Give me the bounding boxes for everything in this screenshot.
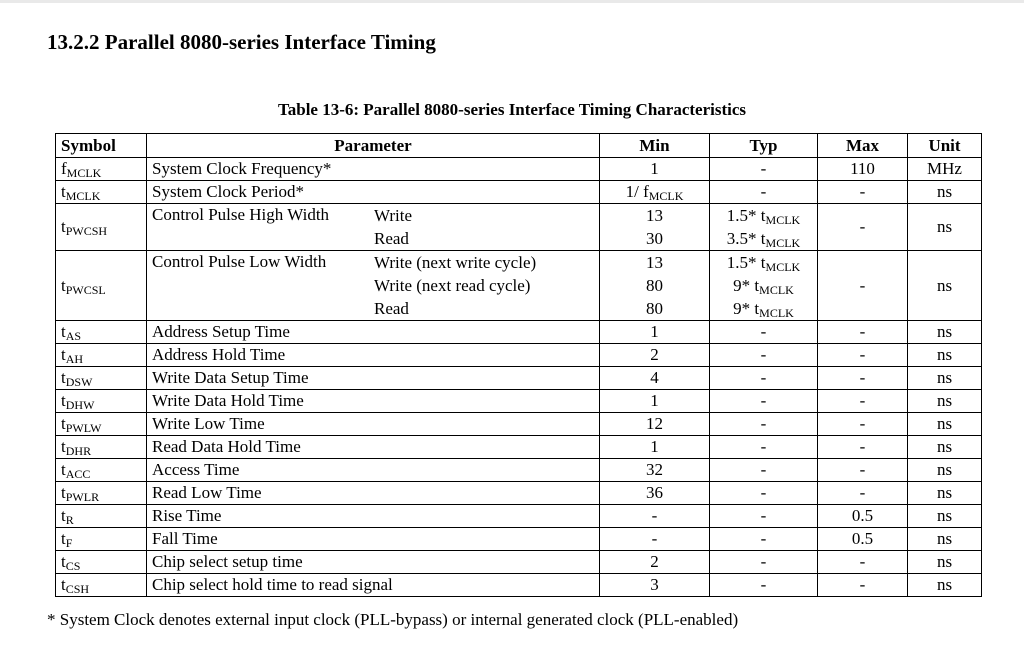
symbol-cell: $t_{PWLW}$ bbox=[56, 413, 147, 436]
header-parameter: Parameter bbox=[147, 134, 600, 158]
parameter-cell: Read Low Time bbox=[147, 482, 600, 505]
typ-cell: - bbox=[710, 321, 818, 344]
parameter-cell: Fall Time bbox=[147, 528, 600, 551]
max-cell: 0.5 bbox=[818, 528, 908, 551]
unit-cell: ns bbox=[908, 551, 982, 574]
typ-cell: - bbox=[710, 528, 818, 551]
min-cell: 2 bbox=[600, 551, 710, 574]
header-min: Min bbox=[600, 134, 710, 158]
timing-table bbox=[55, 133, 982, 597]
max-cell: - bbox=[818, 574, 908, 597]
table-row bbox=[56, 204, 982, 251]
symbol-cell: $f_{MCLK}$ bbox=[56, 158, 147, 181]
min-cell: 2 bbox=[600, 344, 710, 367]
max-cell: - bbox=[818, 551, 908, 574]
symbol-cell: $t_{AH}$ bbox=[56, 344, 147, 367]
symbol-cell: $t_{ACC}$ bbox=[56, 459, 147, 482]
typ-cell: - bbox=[710, 482, 818, 505]
table-row bbox=[56, 551, 982, 574]
unit-cell: ns bbox=[908, 482, 982, 505]
parameter-cell: System Clock Period* bbox=[147, 181, 600, 204]
min-cell: 1 bbox=[600, 390, 710, 413]
symbol-cell: $t_{DHR}$ bbox=[56, 436, 147, 459]
parameter-cell: Write Data Hold Time bbox=[147, 390, 600, 413]
max-cell: - bbox=[818, 204, 908, 251]
unit-cell: ns bbox=[908, 367, 982, 390]
max-cell: - bbox=[818, 459, 908, 482]
symbol-cell: $t_{DHW}$ bbox=[56, 390, 147, 413]
min-cell: 32 bbox=[600, 459, 710, 482]
min-cell: 13 30 bbox=[600, 204, 710, 251]
max-cell: - bbox=[818, 181, 908, 204]
unit-cell: ns bbox=[908, 321, 982, 344]
table-row bbox=[56, 251, 982, 321]
parameter-cell: Address Hold Time bbox=[147, 344, 600, 367]
table-row bbox=[56, 344, 982, 367]
header-max: Max bbox=[818, 134, 908, 158]
typ-cell: - bbox=[710, 344, 818, 367]
min-cell: 1 bbox=[600, 158, 710, 181]
typ-cell: - bbox=[710, 574, 818, 597]
table-row bbox=[56, 528, 982, 551]
max-cell: - bbox=[818, 413, 908, 436]
typ-cell: - bbox=[710, 390, 818, 413]
parameter-cell: Read Data Hold Time bbox=[147, 436, 600, 459]
unit-cell: MHz bbox=[908, 158, 982, 181]
parameter-cell: Chip select hold time to read signal bbox=[147, 574, 600, 597]
table-row bbox=[56, 436, 982, 459]
min-cell: 1 bbox=[600, 436, 710, 459]
min-cell: 12 bbox=[600, 413, 710, 436]
min-cell: - bbox=[600, 505, 710, 528]
symbol-cell: $t_{CS}$ bbox=[56, 551, 147, 574]
min-cell: 36 bbox=[600, 482, 710, 505]
unit-cell: ns bbox=[908, 344, 982, 367]
table-row bbox=[56, 574, 982, 597]
typ-cell: - bbox=[710, 181, 818, 204]
symbol-cell: $t_{PWCSL}$ bbox=[56, 251, 147, 321]
parameter-cell: Write Data Setup Time bbox=[147, 367, 600, 390]
unit-cell: ns bbox=[908, 459, 982, 482]
unit-cell: ns bbox=[908, 574, 982, 597]
unit-cell: ns bbox=[908, 413, 982, 436]
table-row bbox=[56, 459, 982, 482]
table-caption: Table 13-6: Parallel 8080-series Interface Timing Characteristics bbox=[277, 100, 747, 119]
parameter-cell: Chip select setup time bbox=[147, 551, 600, 574]
min-cell: 1/ $f_{MCLK}$ bbox=[600, 181, 710, 204]
typ-cell: - bbox=[710, 505, 818, 528]
top-divider bbox=[0, 0, 1024, 3]
unit-cell: ns bbox=[908, 505, 982, 528]
max-cell: - bbox=[818, 482, 908, 505]
table-row bbox=[56, 390, 982, 413]
min-cell: - bbox=[600, 528, 710, 551]
unit-cell: ns bbox=[908, 436, 982, 459]
symbol-cell: $t_{CSH}$ bbox=[56, 574, 147, 597]
symbol-cell: $t_R$ bbox=[56, 505, 147, 528]
symbol-cell: $t_{PWLR}$ bbox=[56, 482, 147, 505]
parameter-cell: Control Pulse Low Width Write (next write cycle) Write (next read cycle) Read bbox=[147, 251, 600, 321]
parameter-cell: Rise Time bbox=[147, 505, 600, 528]
typ-cell: - bbox=[710, 459, 818, 482]
table-row bbox=[56, 158, 982, 181]
max-cell: 0.5 bbox=[818, 505, 908, 528]
header-symbol: Symbol bbox=[56, 134, 147, 158]
typ-cell: - bbox=[710, 367, 818, 390]
table-row bbox=[56, 181, 982, 204]
parameter-cell: Address Setup Time bbox=[147, 321, 600, 344]
max-cell: - bbox=[818, 321, 908, 344]
max-cell: - bbox=[818, 390, 908, 413]
unit-cell: ns bbox=[908, 181, 982, 204]
typ-cell: 1.5* $t_{MCLK}$ 3.5* $t_{MCLK}$ bbox=[710, 204, 818, 251]
table-row bbox=[56, 367, 982, 390]
max-cell: - bbox=[818, 436, 908, 459]
table-row bbox=[56, 482, 982, 505]
typ-cell: - bbox=[710, 551, 818, 574]
max-cell: - bbox=[818, 367, 908, 390]
parameter-cell: Write Low Time bbox=[147, 413, 600, 436]
min-cell: 1 bbox=[600, 321, 710, 344]
min-cell: 3 bbox=[600, 574, 710, 597]
symbol-cell: $t_{PWCSH}$ bbox=[56, 204, 147, 251]
header-unit: Unit bbox=[908, 134, 982, 158]
parameter-cell: System Clock Frequency* bbox=[147, 158, 600, 181]
footnote: * System Clock denotes external input clock (PLL-bypass) or internal generated clock (PLL-enabled) bbox=[47, 610, 739, 629]
parameter-cell: Access Time bbox=[147, 459, 600, 482]
min-cell: 13 80 80 bbox=[600, 251, 710, 321]
table-row bbox=[56, 505, 982, 528]
section-heading: 13.2.2 Parallel 8080-series Interface Timing bbox=[47, 30, 436, 54]
table-row bbox=[56, 321, 982, 344]
parameter-cell: Control Pulse High Width Write Read bbox=[147, 204, 600, 251]
symbol-cell: $t_{AS}$ bbox=[56, 321, 147, 344]
unit-cell: ns bbox=[908, 390, 982, 413]
max-cell: - bbox=[818, 251, 908, 321]
typ-cell: 1.5* $t_{MCLK}$ 9* $t_{MCLK}$ 9* $t_{MCLK}$ bbox=[710, 251, 818, 321]
typ-cell: - bbox=[710, 158, 818, 181]
min-cell: 4 bbox=[600, 367, 710, 390]
header-typ: Typ bbox=[710, 134, 818, 158]
table-row bbox=[56, 413, 982, 436]
max-cell: 110 bbox=[818, 158, 908, 181]
max-cell: - bbox=[818, 344, 908, 367]
typ-cell: - bbox=[710, 413, 818, 436]
table-header-row bbox=[56, 134, 982, 158]
typ-cell: - bbox=[710, 436, 818, 459]
symbol-cell: $t_F$ bbox=[56, 528, 147, 551]
unit-cell: ns bbox=[908, 204, 982, 251]
symbol-cell: $t_{MCLK}$ bbox=[56, 181, 147, 204]
unit-cell: ns bbox=[908, 251, 982, 321]
symbol-cell: $t_{DSW}$ bbox=[56, 367, 147, 390]
unit-cell: ns bbox=[908, 528, 982, 551]
